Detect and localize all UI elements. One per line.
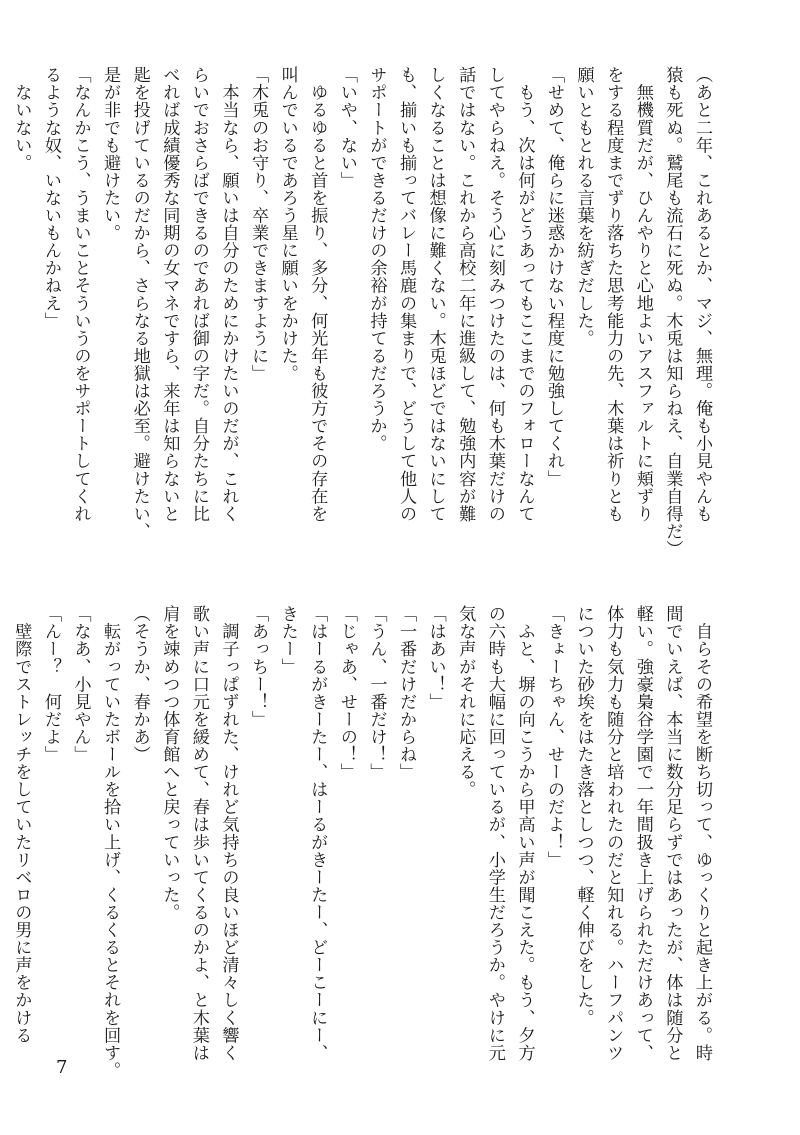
text-line: 「あっちー！」: [248, 605, 269, 728]
text-line: しくなることは想像に難くない。木兎ほどではないにして: [425, 66, 446, 523]
text-line: 「せめて、俺らに迷惑かけない程度に勉強してくれ」: [544, 66, 565, 488]
text-line: 「一番だけだからね」: [396, 605, 417, 781]
lower-text-block: [11, 605, 716, 1079]
text-line: きたー」: [277, 605, 298, 676]
text-line: も、揃いも揃ってバレー馬鹿の集まりで、どうして他人の: [396, 66, 417, 523]
text-line: 間でいえば、本当に数分足らずではあったが、体は随分と: [662, 605, 683, 1062]
text-line: 「はあい！」: [425, 605, 446, 711]
text-line: 本当なら、願いは自分のためにかけたいのだが、これく: [218, 66, 239, 523]
text-line: 調子っぱずれた、けれど気持ちの良いほど清々しく響く: [218, 605, 239, 1062]
text-line: サポートができるだけの余裕が持てるだろうか。: [366, 66, 387, 453]
text-line: 猿も死ぬ。鷲尾も流石に死ぬ。木兎は知らねえ、自業自得だ）: [662, 66, 683, 558]
text-line: 是が非でも避けたい。: [100, 66, 121, 242]
text-line: 「木兎のお守り、卒業できますように」: [248, 66, 269, 382]
text-line: 「んー？ 何だよ」: [40, 605, 61, 763]
text-line: 叫んでいるであろう星に願いをかけた。: [277, 66, 298, 382]
text-line: 「いや、ない」: [336, 66, 357, 189]
text-line: 自らその希望を断ち切って、ゆっくりと起き上がる。時: [692, 605, 712, 1062]
text-line: についた砂埃をはたき落としつつ、軽く伸びをした。: [573, 605, 594, 1027]
text-line: 「なんかこう、うまいことそういうのをサポートしてくれ: [70, 66, 91, 523]
text-line: 「じゃあ、せーの！」: [336, 605, 357, 781]
text-line: ないない。: [11, 66, 32, 172]
text-line: 肩を竦めつつ体育館へと戻っていった。: [159, 605, 180, 921]
text-line: 「なあ、小見やん」: [70, 605, 91, 763]
text-line: 歌い声に口元を緩めて、春は歩いてくるのかよ、と木葉は: [188, 605, 209, 1062]
text-line: べれば成績優秀な同期の女マネですら、来年は知らないと: [159, 66, 180, 523]
text-line: の六時も大幅に回っているが、小学生だろうか。やけに元: [484, 605, 505, 1062]
text-line: 無機質だが、ひんやりと心地よいアスファルトに頬ずり: [632, 66, 653, 523]
text-line: 「うん、一番だけ！」: [366, 605, 387, 781]
text-line: （そうか、春かあ）: [129, 605, 150, 763]
text-line: をする程度までずり落ちた思考能力の先、木葉は祈りとも: [603, 66, 624, 523]
text-line: ゆるゆると首を振り、多分、何光年も彼方でその存在を: [307, 66, 328, 523]
text-line: 気な声がそれに応える。: [455, 605, 476, 799]
text-line: ふと、塀の向こうから甲高い声が聞こえた。もう、夕方: [514, 605, 535, 1062]
page-number: 7: [56, 1057, 68, 1078]
text-line: 転がっていたボールを拾い上げ、くるくるとそれを回す。: [100, 605, 121, 1079]
text-line: るような奴、いないもんかねえ」: [40, 66, 61, 330]
text-line: 願いともとれる言葉を紡ぎだした。: [573, 66, 594, 347]
text-line: もう、次は何がどうあってもここまでのフォローなんて: [514, 66, 535, 523]
text-line: らいでおさらばできるのであれば御の字だ。自分たちに比: [188, 66, 209, 523]
text-line: 「きょーちゃん、せーのだよ！」: [544, 605, 565, 869]
text-line: してやらねえ。そう心に刻みつけたのは、何も木葉だけの: [484, 66, 505, 523]
text-line: 体力も気力も随分と培われたのだと知れる。ハーフパンツ: [603, 605, 624, 1062]
text-line: （あと二年、これあるとか、マジ、無理。俺も小見やんも: [692, 66, 712, 523]
text-line: 壁際でストレッチをしていたリベロの男に声をかける: [11, 605, 32, 1044]
text-line: 匙を投げているのだから、さらなる地獄は必至。避けたい、: [129, 66, 150, 540]
text-line: 話ではない。これから高校二年に進級して、勉強内容が難: [455, 66, 476, 523]
text-line: 軽い。強豪梟谷学園で一年間扱き上げられただけあって、: [632, 605, 653, 1062]
upper-text-block: [11, 66, 716, 566]
text-line: 「はーるがきーたー、はーるがきーたー、どーこーにー、: [307, 605, 328, 1062]
